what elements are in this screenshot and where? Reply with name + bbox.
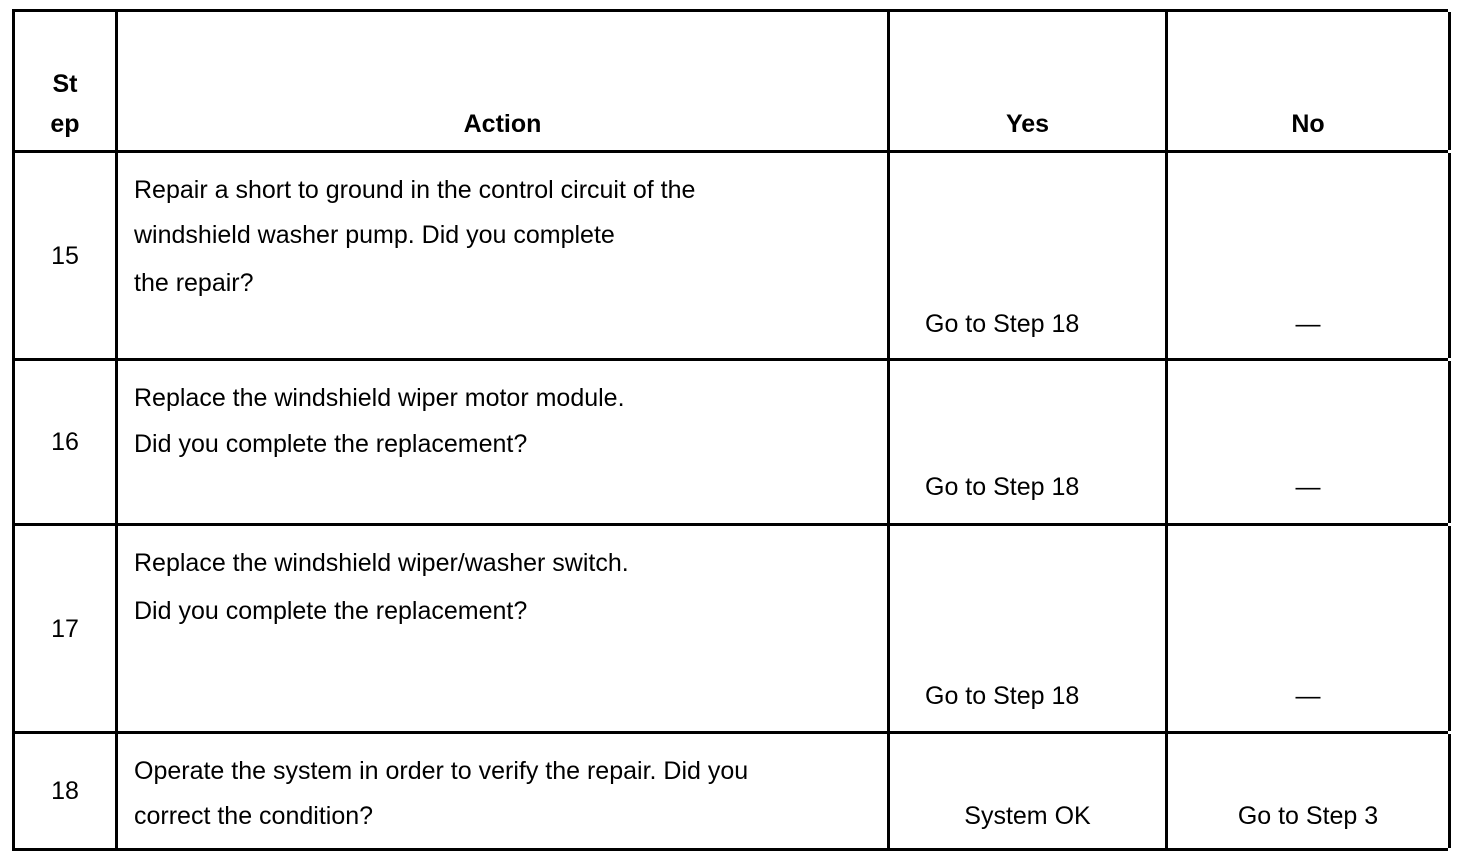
yes-result: Go to Step 18 (925, 682, 1080, 710)
no-cell (1168, 361, 1451, 523)
yes-cell (890, 361, 1168, 523)
no-result: — (1295, 310, 1321, 338)
step-number: 17 (51, 615, 79, 643)
action-text-line: the repair? (134, 269, 254, 297)
action-text-line: Did you complete the replacement? (134, 597, 528, 625)
yes-cell (890, 526, 1168, 731)
header-no-cell (1168, 12, 1451, 150)
yes-result: Go to Step 18 (925, 473, 1080, 501)
yes-result: System OK (964, 802, 1091, 830)
yes-cell (890, 734, 1168, 848)
table-row (15, 361, 1448, 526)
step-number: 18 (51, 777, 79, 805)
step-cell (15, 361, 118, 523)
no-result: — (1295, 473, 1321, 501)
action-cell (118, 153, 890, 358)
action-text-line: Did you complete the replacement? (134, 430, 528, 458)
diagnostic-table (12, 9, 1448, 851)
header-step-line2: ep (50, 110, 80, 138)
table-row (15, 526, 1448, 734)
header-action: Action (463, 110, 542, 138)
action-text-line: Replace the windshield wiper motor module. (134, 384, 625, 412)
action-text-line: windshield washer pump. Did you complete (134, 221, 615, 249)
table-header-row (15, 12, 1448, 153)
no-result: Go to Step 3 (1237, 802, 1379, 830)
header-yes: Yes (1005, 110, 1050, 138)
no-result: — (1295, 682, 1321, 710)
step-cell (15, 526, 118, 731)
step-cell (15, 153, 118, 358)
step-number: 15 (51, 242, 79, 270)
yes-result: Go to Step 18 (925, 310, 1080, 338)
yes-cell (890, 153, 1168, 358)
action-cell (118, 526, 890, 731)
action-text-line: Replace the windshield wiper/washer switch. (134, 549, 629, 577)
action-cell (118, 361, 890, 523)
action-text-line: correct the condition? (134, 802, 374, 830)
step-number: 16 (51, 428, 79, 456)
action-text-line: Repair a short to ground in the control circuit of the (134, 176, 696, 204)
header-no: No (1291, 110, 1325, 138)
table-row (15, 153, 1448, 361)
header-step-line1: St (52, 70, 78, 98)
no-cell (1168, 734, 1451, 848)
step-cell (15, 734, 118, 848)
header-step-cell (15, 12, 118, 150)
no-cell (1168, 153, 1451, 358)
action-text-line: Operate the system in order to verify the repair. Did you (134, 757, 749, 785)
table-row (15, 734, 1448, 851)
header-yes-cell (890, 12, 1168, 150)
header-action-cell (118, 12, 890, 150)
action-cell (118, 734, 890, 848)
no-cell (1168, 526, 1451, 731)
